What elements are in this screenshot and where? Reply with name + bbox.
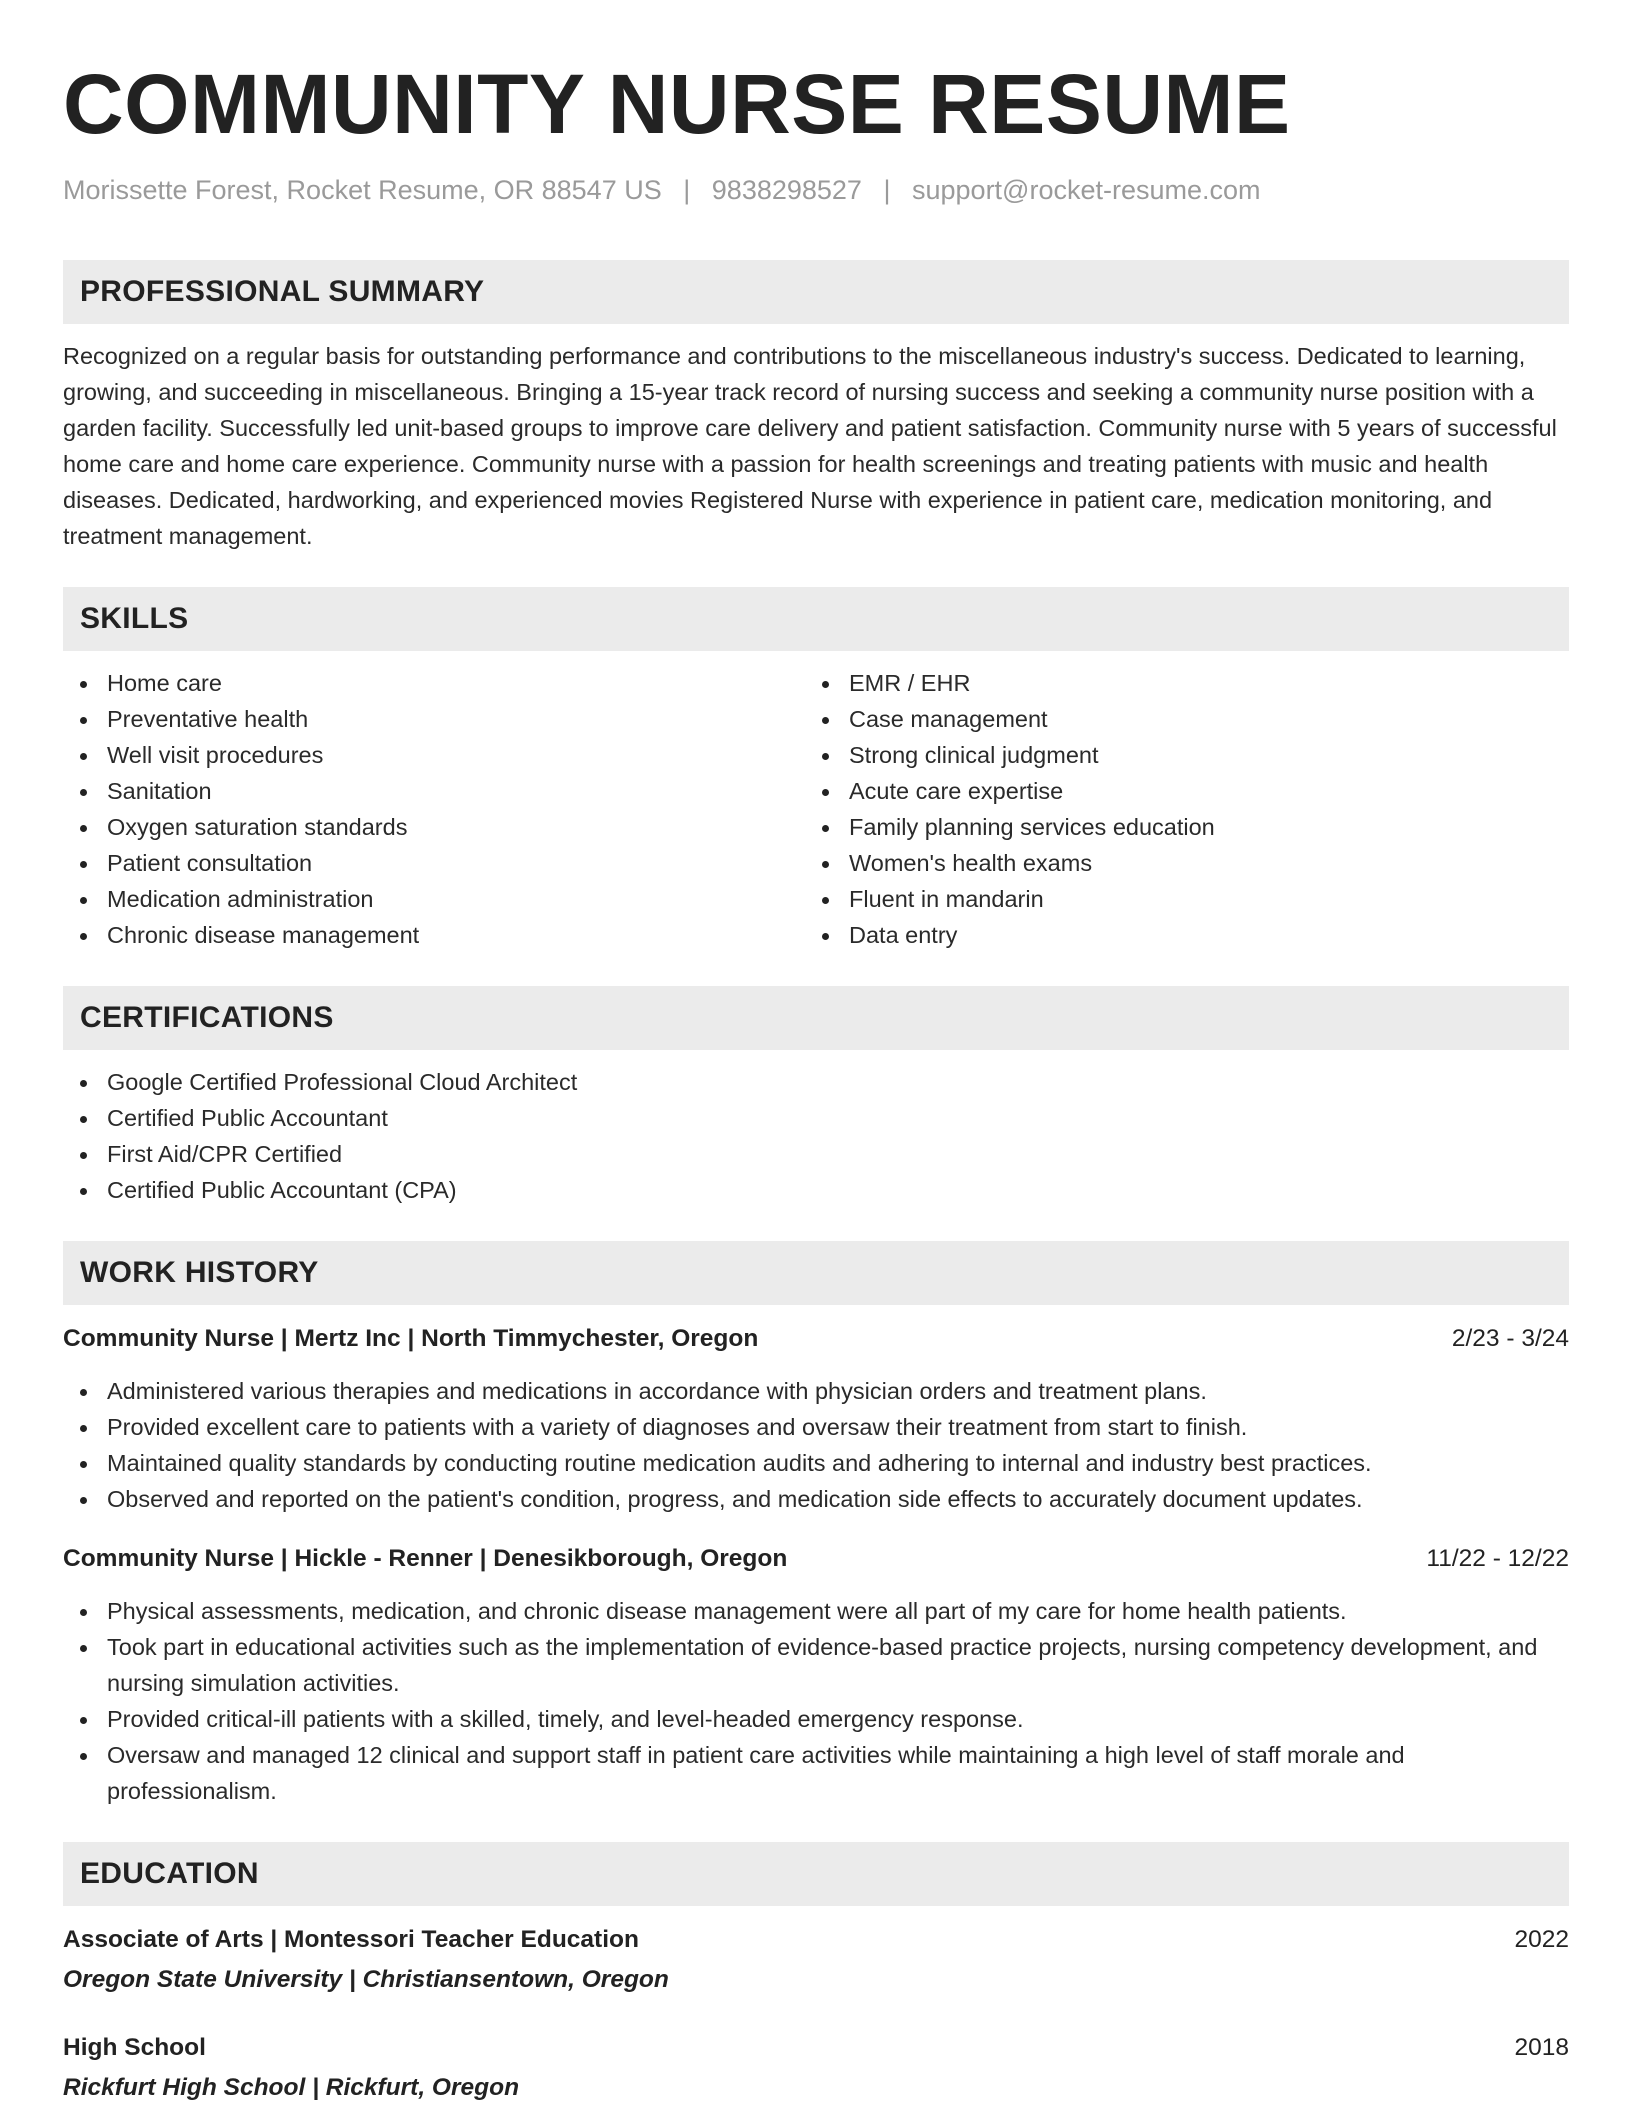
education-degree: High School: [63, 2034, 206, 2061]
summary-text: Recognized on a regular basis for outstanding performance and contributions to the miscellaneous industry's success. Dedicated to learning, growing, and succeeding in miscellaneous. Bringing a 15-year track record of nursing success and seeking a community nurse position with a garden facility. Successfully led unit-based groups to improve care delivery and patient satisfaction. Community nurse with 5 years of successful home care and home care experience. Community nurse with a passion for health screenings and treating patients with music and health diseases. Dedicated, hardworking, and experienced movies Registered Nurse with experience in patient care, medication monitoring, and treatment management.: [63, 343, 1557, 549]
education-year: 2022: [1514, 1926, 1569, 1953]
skill-item: Well visit procedures: [63, 737, 805, 773]
skill-item: Acute care expertise: [805, 773, 1547, 809]
certification-item: Certified Public Accountant: [63, 1100, 1569, 1136]
job-bullet: Maintained quality standards by conducting routine medication audits and adhering to internal and industry best practices.: [63, 1445, 1569, 1481]
job-bullet: Administered various therapies and medications in accordance with physician orders and treatment plans.: [63, 1373, 1569, 1409]
skill-item: Fluent in mandarin: [805, 881, 1547, 917]
certifications-list: [63, 1064, 1569, 1208]
skill-item: Case management: [805, 701, 1547, 737]
education-header: [63, 2030, 1569, 2066]
education-year: 2018: [1514, 2034, 1569, 2061]
job-dates: 2/23 - 3/24: [1451, 1325, 1569, 1352]
skill-item: EMR / EHR: [805, 665, 1547, 701]
education-school: Oregon State University | Christiansentown, Oregon: [63, 1966, 669, 1993]
skill-item: Preventative health: [63, 701, 805, 737]
skill-item: Strong clinical judgment: [805, 737, 1547, 773]
job-dates: 11/22 - 12/22: [1426, 1545, 1569, 1572]
resume-title: COMMUNITY NURSE RESUME: [63, 57, 1291, 151]
skill-item: Home care: [63, 665, 805, 701]
job-bullet: Oversaw and managed 12 clinical and support staff in patient care activities while maintaining a high level of staff morale and professionalism.: [63, 1737, 1569, 1809]
certification-item: First Aid/CPR Certified: [63, 1136, 1569, 1172]
skill-item: Sanitation: [63, 773, 805, 809]
skills-column-right: [805, 665, 1547, 953]
job-bullet-list: [63, 1593, 1569, 1809]
job-bullet: Physical assessments, medication, and chronic disease management were all part of my care for home health patients.: [63, 1593, 1569, 1629]
skill-item: Data entry: [805, 917, 1547, 953]
education-header: [63, 1922, 1569, 1958]
contact-address: Morissette Forest, Rocket Resume, OR 88547 US: [63, 175, 662, 205]
contact-phone: 9838298527: [711, 175, 862, 205]
skills-list: [63, 665, 1569, 953]
skill-item: Chronic disease management: [63, 917, 805, 953]
work-history-heading: WORK HISTORY: [63, 1241, 1569, 1305]
education-heading: EDUCATION: [63, 1842, 1569, 1906]
certification-item: Certified Public Accountant (CPA): [63, 1172, 1569, 1208]
job-header: [63, 1541, 1569, 1577]
education-school: Rickfurt High School | Rickfurt, Oregon: [63, 2074, 520, 2101]
skills-heading: SKILLS: [63, 587, 1569, 651]
skill-item: Family planning services education: [805, 809, 1547, 845]
skill-item: Medication administration: [63, 881, 805, 917]
job-bullet: Provided excellent care to patients with a variety of diagnoses and oversaw their treatment from start to finish.: [63, 1409, 1569, 1445]
job-bullet: Provided critical-ill patients with a skilled, timely, and level-headed emergency response.: [63, 1701, 1569, 1737]
certification-item: Google Certified Professional Cloud Architect: [63, 1064, 1569, 1100]
contact-separator: |: [683, 175, 691, 205]
skills-column-left: [63, 665, 805, 953]
job-header: [63, 1321, 1569, 1357]
skill-item: Patient consultation: [63, 845, 805, 881]
contact-line: [63, 172, 1569, 208]
job-title: Community Nurse | Mertz Inc | North Timmychester, Oregon: [63, 1325, 759, 1352]
skill-item: Oxygen saturation standards: [63, 809, 805, 845]
certifications-heading: CERTIFICATIONS: [63, 986, 1569, 1050]
contact-email: support@rocket-resume.com: [912, 175, 1261, 205]
contact-separator: |: [883, 175, 891, 205]
summary-heading: PROFESSIONAL SUMMARY: [63, 260, 1569, 324]
job-bullet-list: [63, 1373, 1569, 1517]
job-bullet: Observed and reported on the patient's condition, progress, and medication side effects to accurately document updates.: [63, 1481, 1569, 1517]
skill-item: Women's health exams: [805, 845, 1547, 881]
education-degree: Associate of Arts | Montessori Teacher Education: [63, 1926, 639, 1953]
job-bullet: Took part in educational activities such as the implementation of evidence-based practice projects, nursing competency development, and nursing simulation activities.: [63, 1629, 1569, 1701]
job-title: Community Nurse | Hickle - Renner | Denesikborough, Oregon: [63, 1545, 788, 1572]
